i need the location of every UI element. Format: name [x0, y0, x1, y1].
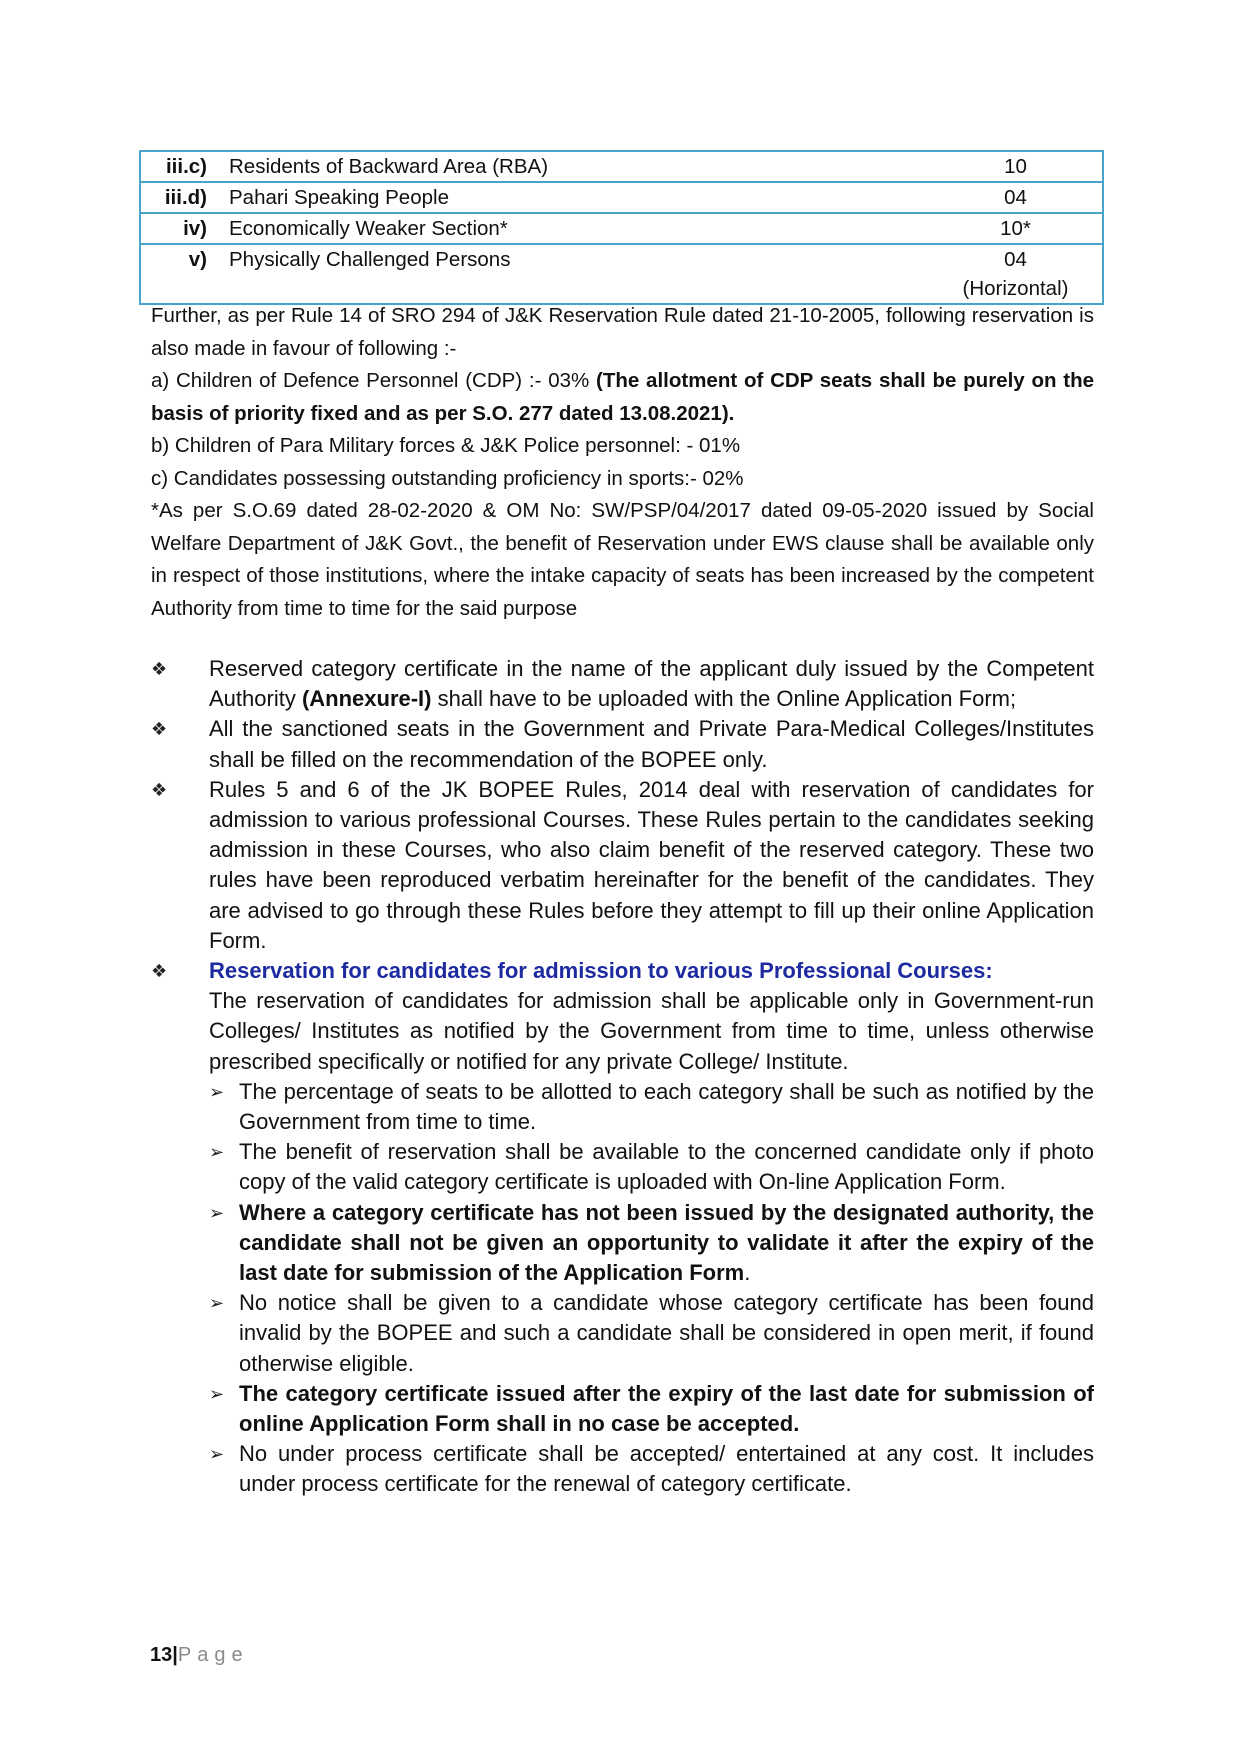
cdp-bold-note: (The allotment of CDP seats shall be purely on the basis of priority fixed and as per S.O. 277 dated 13.08.2021). [151, 369, 1095, 425]
row-value: 04 (Horizontal) [929, 244, 1103, 304]
arrow-bullet-icon: ➢ [209, 1081, 225, 1102]
diamond-bullet-icon: ❖ [151, 961, 168, 982]
page-separator: | [172, 1644, 178, 1666]
table-row [140, 213, 1103, 244]
further-paragraph: Further, as per Rule 14 of SRO 294 of J&K Reservation Rule dated 21-10-2005, following reservation is also made in favour of following :- [151, 304, 1094, 360]
diamond-bullet-icon: ❖ [151, 719, 168, 740]
row-value: 10* [929, 213, 1103, 244]
row-code: iii.d) [140, 182, 217, 213]
page-footer [150, 1641, 249, 1669]
table-row [140, 151, 1103, 182]
ews-note-paragraph: *As per S.O.69 dated 28-02-2020 & OM No: SW/PSP/04/2017 dated 09-05-2020 issued by Social Welfare Department of J&K Govt., the benefit of Reservation under EWS clause shall be available only in respect of those institutions, where the intake capacity of seats has been increased by the competent Authority from time to time for the said purpose [151, 499, 1094, 620]
row-code: iii.c) [140, 151, 217, 182]
sub-list-item: ➢ No notice shall be given to a candidate whose category certificate has been found invalid by the BOPEE and such a candidate shall be considered in open merit, if found otherwise eligible. [209, 1290, 1094, 1376]
diamond-bullet-icon: ❖ [151, 779, 168, 800]
arrow-bullet-icon: ➢ [209, 1142, 225, 1163]
page-label: Page [177, 1644, 249, 1666]
list-item: ❖ Reserved category certificate in the name of the applicant duly issued by the Competent Authority (Annexure-I) shall have to be uploaded with the Online Application Form; [151, 656, 1094, 712]
row-value: 10 [929, 151, 1103, 182]
row-category: Residents of Backward Area (RBA) [217, 151, 929, 182]
sub-list-item: ➢ The percentage of seats to be allotted to each category shall be such as notified by the Government from time to time. [209, 1078, 1094, 1135]
list-item [151, 956, 1094, 1500]
reservation-paragraphs [151, 300, 1094, 625]
bullet-list [151, 654, 1094, 1500]
arrow-bullet-icon: ➢ [209, 1293, 225, 1314]
arrow-bullet-icon: ➢ [209, 1202, 225, 1223]
arrow-bullet-icon: ➢ [209, 1383, 225, 1404]
row-category: Pahari Speaking People [217, 182, 929, 213]
row-category: Physically Challenged Persons [217, 244, 929, 304]
row-category: Economically Weaker Section* [217, 213, 929, 244]
annexure-reference: (Annexure-I) [301, 686, 432, 712]
sports-paragraph: c) Candidates possessing outstanding proficiency in sports:- 02% [151, 466, 744, 490]
sub-list-item: ➢ The category certificate issued after the expiry of the last date for submission of online Application Form shall in no case be accepted. [209, 1380, 1094, 1437]
table-row [140, 182, 1103, 213]
sub-bullet-list [209, 1077, 1094, 1500]
reservation-table [139, 150, 1104, 305]
section-text: The reservation of candidates for admission shall be applicable only in Government-run Colleges/ Institutes as notified by the Government from time to time, unless otherwise prescribed specifically or notified for any private College/ Institute. [209, 988, 1094, 1074]
list-item: ❖ All the sanctioned seats in the Government and Private Para-Medical Colleges/Institutes shall be filled on the recommendation of the BOPEE only. [151, 716, 1094, 772]
cdp-paragraph: a) Children of Defence Personnel (CDP) :- 03% (The allotment of CDP seats shall be purely on the basis of priority fixed and as per S.O. 277 dated 13.08.2021). [151, 369, 1095, 425]
sub-list-item: ➢ The benefit of reservation shall be available to the concerned candidate only if photo copy of the valid category certificate is uploaded with On-line Application Form. [209, 1139, 1094, 1195]
diamond-bullet-icon: ❖ [151, 659, 168, 679]
list-item: ❖ Rules 5 and 6 of the JK BOPEE Rules, 2014 deal with reservation of candidates for admission to various professional Courses. These Rules pertain to the candidates seeking admission in these Courses, who also claim benefit of the reserved category. These two rules have been reproduced verbatim hereinafter for the benefit of the candidates. They are advised to go through these Rules before they attempt to fill up their online Application Form. [151, 776, 1094, 953]
section-heading: Reservation for candidates for admission to various Professional Courses: [209, 958, 993, 984]
row-code: iv) [140, 213, 217, 244]
sub-list-item: ➢ Where a category certificate has not been issued by the designated authority, the candidate shall not be given an opportunity to validate it after the expiry of the last date for submission of the Application Form. [209, 1199, 1094, 1286]
row-value: 04 [929, 182, 1103, 213]
sub-list-item: ➢ No under process certificate shall be accepted/ entertained at any cost. It includes under process certificate for the renewal of category certificate. [209, 1441, 1094, 1497]
para-military-paragraph: b) Children of Para Military forces & J&K Police personnel: - 01% [151, 434, 741, 457]
arrow-bullet-icon: ➢ [209, 1444, 225, 1465]
page-number: 13 [150, 1644, 173, 1666]
table-row [140, 244, 1103, 304]
row-code: v) [140, 244, 217, 304]
row-value-note: (Horizontal) [962, 277, 1069, 300]
